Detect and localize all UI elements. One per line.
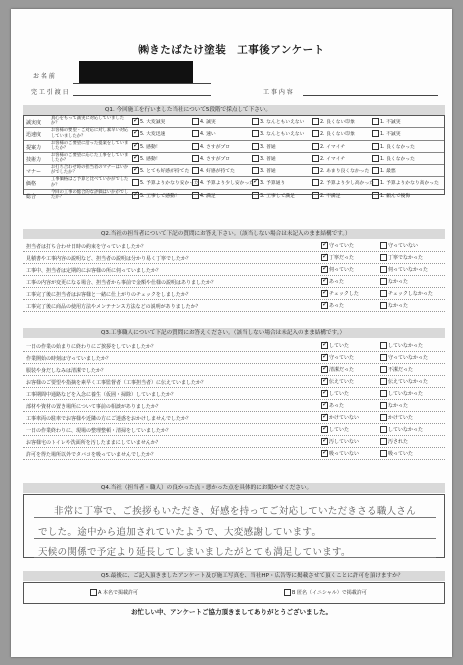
answer-option[interactable]: 伝えていなかった [380,378,428,385]
answer-option[interactable]: ✓ 守っていた [321,354,354,361]
answer-option[interactable]: 不潔だった [380,366,413,373]
question-row [23,364,445,376]
question-row [23,288,445,300]
answer-option[interactable]: 守っていなかった [380,354,428,361]
checkbox[interactable] [380,354,387,361]
checkbox[interactable] [312,167,319,174]
rating-option[interactable]: 1. 最悪 [372,167,396,174]
question-row [23,412,445,424]
checkbox[interactable] [321,254,328,261]
question-text: 一日の作業の始まりに終わりにご挨拶をしていましたか？ [26,344,157,350]
rating-option[interactable]: 4. 予算より少し安かった [192,179,254,186]
question-text: 工事中、担当者は定期的にお客様の所に伺っていましたか？ [26,268,162,274]
comment-line-3: 天候の関係で予定より延長してしまいましたがとても満足しています。 [38,547,351,558]
rating-question: 工事価格はご予算と比べていかがでしたか？ [51,177,129,188]
q5-heading: Q5.最後に、ご記入頂きましたアンケート及び施工写真を、当社HP・広告等に掲載させて頂くことに許可を頂けますか？ [23,571,445,581]
question-text: 工事完了後に担当者はお客様と一緒に仕上がりのチェックをしましたか？ [26,292,191,298]
checkbox[interactable] [132,167,139,174]
rating-option[interactable]: 1. 良くなかった [372,155,415,162]
question-text: 工事期間中通路などを入念に養生（仮囲・掃除）していましたか？ [26,392,177,398]
checkbox[interactable] [380,278,387,285]
checkbox[interactable] [380,302,387,309]
checkbox[interactable] [380,426,387,433]
comment-line-2: でした。途中から追加されていたようで、大変感謝しています。 [38,527,322,538]
question-text: 作業開始の時刻は守っていましたか？ [26,356,112,362]
rating-option[interactable]: 2. 良くない印象 [312,130,355,137]
checkbox[interactable] [252,192,259,199]
checkbox[interactable] [321,278,328,285]
checkbox[interactable] [372,143,379,150]
question-text: 工事の内容が変更になる場合、担当者から事前で金額や仕様の説明はありましたか？ [26,280,217,286]
rating-option[interactable]: 5. 予算よりかなり安かった [132,179,199,186]
rating-option[interactable]: 3. 普通 [252,143,276,150]
checkbox[interactable] [192,143,199,150]
checkbox[interactable] [380,342,387,349]
rating-option[interactable]: 4. 満足 [192,192,216,199]
checkbox[interactable] [380,290,387,297]
checkbox[interactable] [380,242,387,249]
answer-option[interactable]: ✓ あった [321,402,344,409]
answer-option[interactable]: ✓ チェックした [321,290,359,297]
rating-question: お客様のご要望に応じた工事をしていましたか？ [51,152,129,164]
question-text: 担当者は打ち合わせ日時の約束を守っていましたか？ [26,244,147,250]
checkbox[interactable] [252,118,259,125]
rating-category: 迅速度 [26,132,42,139]
q4-heading: Q4.当社（担当者・職人）の良かった点・悪かった点を具体的にお聞かせください。 [23,483,445,493]
rating-option[interactable]: ✓ 5. 工事して感動！ [132,192,180,199]
comment-line-1: 非常に丁寧で、ご挨拶もいただき、好感を持ってご対応していただきさる職人さん [54,506,417,517]
answer-option[interactable]: ✓ 伺っていた [321,266,354,273]
question-text: 部材や資材の置き場所について事前の相談がありましたか？ [26,404,161,410]
question-row [23,400,445,412]
rating-category: 提案力 [26,144,42,151]
rating-question: お打ち合わせ時の担当者のマナーはいかがでしたか？ [51,165,129,176]
checkbox[interactable] [321,366,328,373]
answer-option[interactable]: 吸っていた [380,450,413,457]
question-row [23,376,445,388]
checkbox[interactable] [372,118,379,125]
checkbox[interactable] [380,266,387,273]
checkbox[interactable] [312,118,319,125]
answer-option[interactable]: ✓ かけていない [321,414,359,421]
question-row [23,448,445,460]
rating-option[interactable]: 4. 速い [192,130,216,137]
checkbox[interactable] [380,366,387,373]
rating-option[interactable]: 2. 良くない印象 [312,118,355,125]
rating-option[interactable]: 3. なんともいえない [252,118,304,125]
checkbox[interactable] [132,155,139,162]
checkbox[interactable] [372,155,379,162]
checkbox[interactable] [132,192,139,199]
rating-option[interactable]: 2. 不満足 [312,192,341,199]
checkbox[interactable] [312,130,319,137]
rating-option[interactable]: ✓ 5. 大変迅速 [132,130,165,137]
q3-question-list [23,340,445,458]
rating-option[interactable]: 2. あまり良くなかった [312,167,369,174]
answer-option[interactable]: なかった [380,402,408,409]
rating-question: お客様の要望・ご対応に対し素早い対応していましたか？ [51,128,129,139]
rating-question: 真心をもって誠実に対応していましたか？ [51,116,125,127]
rating-option[interactable]: 3. なんともいえない [252,130,304,137]
rating-option[interactable]: ✓ 5. 感動！ [132,143,161,150]
checkbox[interactable] [90,589,97,596]
rating-option[interactable]: 3. 普通 [252,155,276,162]
answer-option[interactable]: なかった [380,278,408,285]
checkbox[interactable] [132,143,139,150]
rating-row [24,190,444,201]
answer-option[interactable]: ✓ 伝えていた [321,378,354,385]
permission-option-a[interactable]: A 本名で掲載許可 [90,589,138,596]
q1-rating-table [23,115,445,201]
checkbox[interactable] [192,155,199,162]
rating-row [24,128,444,140]
answer-option[interactable]: ✓ 清潔だった [321,366,354,373]
permission-option-b[interactable]: B 匿名（イニシャル）で掲載許可 [284,589,367,596]
checkbox[interactable] [372,167,379,174]
rating-option[interactable]: 1. 良くなかった [372,143,415,150]
rating-option[interactable]: 1. 不誠実 [372,118,401,125]
answer-option[interactable]: していなかった [380,390,423,397]
answer-option[interactable]: 汚された [380,438,408,445]
page-title: ㈱きたばたけ塗装 工事後アンケート [138,44,325,56]
rating-option[interactable]: 2. 予算より少し高かった [312,179,374,186]
checkbox[interactable] [321,342,328,349]
q2-question-list [23,240,445,310]
q2-heading: Q2.当社の担当者について下記の質問にお答え下さい。（該当しない場合は未記入のまま結構です。） [23,229,445,239]
rating-row [24,153,444,165]
checkbox[interactable] [312,192,319,199]
question-row [23,276,445,288]
checkbox[interactable] [252,143,259,150]
answer-option[interactable]: チェックしなかった [380,290,433,297]
answer-option[interactable]: なかった [380,302,408,309]
question-row [23,300,445,312]
checkbox[interactable] [312,179,319,186]
rating-option[interactable]: 1. 頼んで後悔 [372,192,410,199]
answer-option[interactable]: ✓ あった [321,302,344,309]
rating-row [24,165,444,177]
rating-option[interactable]: 1. 予算よりかなり高かった [372,179,439,186]
rating-question: お客様のご要望に沿った提案をしていましたか？ [51,140,129,151]
answer-option[interactable]: していなかった [380,342,423,349]
checkbox[interactable] [321,390,328,397]
checkbox[interactable] [192,130,199,137]
question-text: 許可を得た場所以外でタバコを吸っていませんでしたか？ [26,452,156,458]
rating-option[interactable]: 1. 不誠実 [372,130,401,137]
checkbox[interactable] [132,118,139,125]
checkbox[interactable] [372,179,379,186]
answer-option[interactable]: していなかった [380,426,423,433]
rating-option[interactable]: 2. イマイチ [312,155,345,162]
checkbox[interactable] [252,155,259,162]
checkbox[interactable] [321,266,328,273]
question-text: 見積書や工事内容の説明など、担当者の説明は分かり易く丁寧でしたか？ [26,256,192,262]
answer-option[interactable]: 伺っていなかった [380,266,428,273]
question-row [23,436,445,448]
answer-option[interactable]: ✓ 守っていた [321,242,354,249]
question-row [23,352,445,364]
rating-category: 誠実度 [26,120,42,126]
rating-row [24,141,444,153]
checkbox[interactable] [372,130,379,137]
answer-option[interactable]: ✓ していた [321,342,349,349]
checkbox[interactable] [321,290,328,297]
checkbox[interactable] [380,450,387,457]
q3-heading: Q3.工事職人について下記の質問にお答えください。（該当しない場合は未記入のまま結構です。） [23,328,445,338]
checkbox[interactable] [321,242,328,249]
rating-category: マナー [26,169,42,176]
question-text: 工事完了後に商品の使用方法やメンテナンス方法などの説明がありましたか？ [26,304,201,310]
rating-option[interactable]: ✓ 5. とても好感が持てた [132,167,189,174]
rating-option[interactable]: 4. さすがプロ [192,143,230,150]
completion-date-label: 完 工 引 渡 日 [31,89,69,96]
rating-option[interactable]: ✓ 3. 予算通り [252,179,285,186]
checkbox[interactable] [192,192,199,199]
question-row [23,340,445,352]
rating-option[interactable]: 4. 好感が持てた [192,167,235,174]
rating-option[interactable]: 4. さすがプロ [192,155,230,162]
question-row [23,240,445,252]
work-content-label: 工 事 内 容 [263,89,293,96]
name-underline [73,83,211,84]
checkbox[interactable] [252,130,259,137]
checkbox[interactable] [312,155,319,162]
answer-option[interactable]: ✓ あった [321,278,344,285]
thank-you-footer: お忙しい中、アンケートご協力頂きましてありがとうございました。 [130,608,333,616]
checkbox[interactable] [321,402,328,409]
answer-option[interactable]: 丁寧でなかった [380,254,423,261]
rating-category: 価格 [26,181,37,188]
work-underline [303,95,438,96]
rating-option[interactable]: 3. 工事して満足 [252,192,295,199]
checkbox[interactable] [132,179,139,186]
checkbox[interactable] [192,118,199,125]
checkbox[interactable] [132,130,139,137]
question-text: 服装や身だしなみは清潔でしたか？ [26,368,107,374]
rating-row [24,116,444,128]
checkbox[interactable] [321,302,328,309]
q5-permission-box [23,582,445,604]
q4-comment-box [23,494,445,558]
question-text: 工事車両の駐車でお客様や近隣の方にご迷惑をおかけしませんでしたか？ [26,416,192,422]
q1-heading: Q1. 今回施工を行いました当社について5段階で採点して下さい。 [23,105,445,115]
name-label: お 名 前 [33,73,55,80]
rating-option[interactable]: ✓ 5. 大変誠実 [132,118,165,125]
answer-option[interactable]: ✓ 吸っていない [321,450,359,457]
checkbox[interactable] [380,378,387,385]
checkbox[interactable] [380,414,387,421]
checkbox[interactable] [380,390,387,397]
checkbox[interactable] [380,402,387,409]
redacted-name [79,61,193,83]
answer-option[interactable]: ✓ 丁寧だった [321,254,354,261]
checkbox[interactable] [321,438,328,445]
checkbox[interactable] [312,143,319,150]
checkbox[interactable] [321,414,328,421]
checkbox[interactable] [252,167,259,174]
question-text: お客様のご要望や指摘を素早く工事監督者（工事担当者）に伝えていましたか？ [26,380,207,386]
rating-option[interactable]: 2. イマイチ [312,143,345,150]
answer-option[interactable]: ✓ していた [321,426,349,433]
rating-option[interactable]: 4. 誠実 [192,118,216,125]
rating-question: 今回の工事の総合的な評価はいかがでしたか？ [51,189,129,201]
rating-row [24,177,444,189]
answer-option[interactable]: 守っていない [380,242,418,249]
checkbox[interactable] [252,179,259,186]
question-row [23,424,445,436]
date-underline [73,95,211,96]
survey-page [11,9,452,657]
checkbox[interactable] [380,438,387,445]
checkbox[interactable] [321,378,328,385]
rating-category: 総合 [26,193,37,200]
checkbox[interactable] [192,179,199,186]
checkbox[interactable] [372,192,379,199]
checkbox[interactable] [192,167,199,174]
question-row [23,252,445,264]
checkbox[interactable] [321,426,328,433]
question-row [23,388,445,400]
answer-option[interactable]: かけていた [380,414,413,421]
rating-option[interactable]: 3. 普通 [252,167,276,174]
rating-category: 技術力 [26,156,42,163]
answer-option[interactable]: ✓ 汚していない [321,438,359,445]
checkbox[interactable] [321,450,328,457]
question-row [23,264,445,276]
rating-option[interactable]: ✓ 5. 感動！ [132,155,161,162]
question-text: お客様宅のトイレや洗面所を汚したままにしていませんか？ [26,440,161,446]
checkbox[interactable] [321,354,328,361]
checkbox[interactable] [380,254,387,261]
answer-option[interactable]: ✓ していた [321,390,349,397]
question-text: 一日の作業終わりに、現場の整理整頓・清掃をしていましたか？ [26,428,172,434]
checkbox[interactable] [284,589,291,596]
